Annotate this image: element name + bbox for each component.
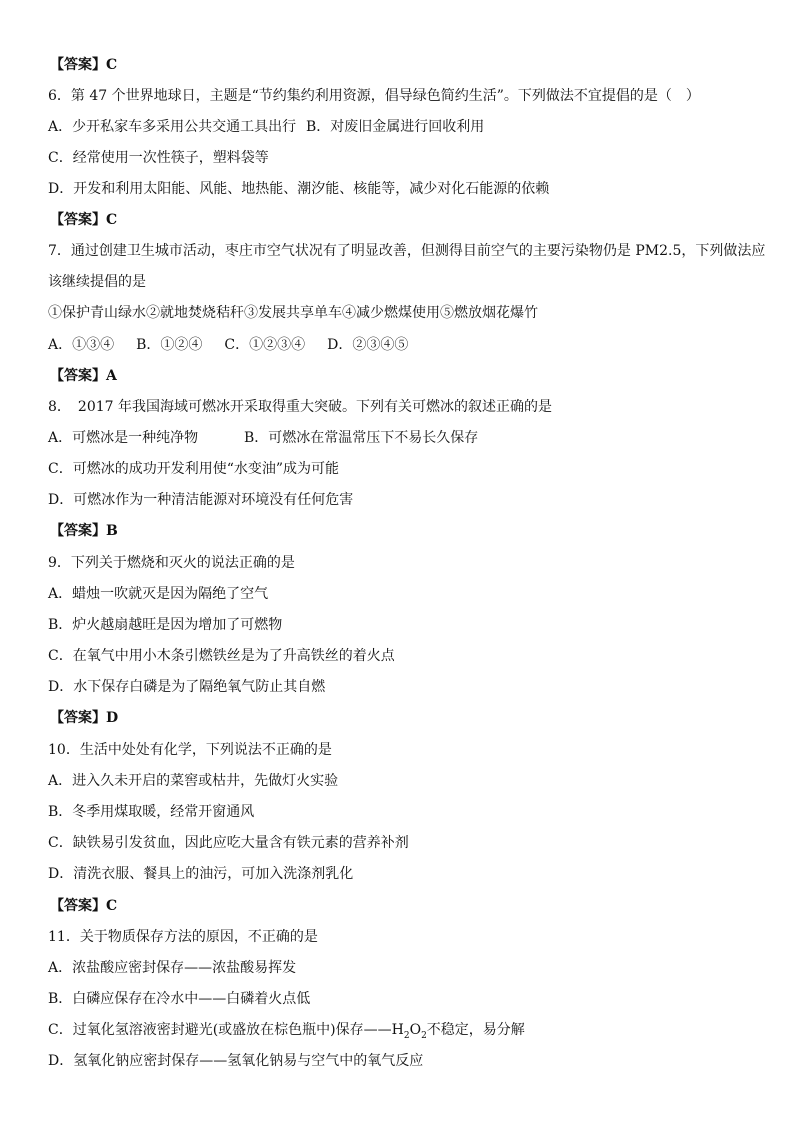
formula-text: C．过氧化氢溶液密封避光(或盛放在棕色瓶中)保存——H — [48, 1022, 404, 1038]
option-b: B．可燃冰在常温常压下不易长久保存 — [244, 430, 479, 446]
answer-line: 【答案】C — [50, 57, 118, 73]
answer-line: 【答案】B — [50, 523, 118, 539]
option-c: C．可燃冰的成功开发利用使“水变油”成为可能 — [48, 461, 340, 477]
subscript: 2 — [421, 1030, 427, 1041]
formula-text: O — [409, 1022, 422, 1038]
question-11-stem: 11．关于物质保存方法的原因，不正确的是 — [48, 929, 318, 945]
option-a: A．蜡烛一吹就灭是因为隔绝了空气 — [48, 586, 269, 602]
option-b: B．炉火越扇越旺是因为增加了可燃物 — [48, 617, 283, 633]
option-b: B．①②④ — [136, 337, 203, 353]
question-7-stem-cont: 该继续提倡的是 — [48, 274, 146, 290]
option-a: A．少开私家车多采用公共交通工具出行 — [48, 119, 297, 135]
option-b: B．白磷应保存在冷水中——白磷着火点低 — [48, 991, 311, 1007]
option-b: B．对废旧金属进行回收利用 — [306, 119, 485, 135]
option-d: D．②③④⑤ — [327, 337, 409, 353]
answer-line: 【答案】D — [50, 710, 119, 726]
option-c: C．经常使用一次性筷子，塑料袋等 — [48, 150, 269, 166]
answer-line: 【答案】C — [50, 898, 118, 914]
question-10-stem: 10．生活中处处有化学，下列说法不正确的是 — [48, 742, 332, 758]
option-a: A．浓盐酸应密封保存——浓盐酸易挥发 — [48, 960, 297, 976]
option-c — [48, 1021, 754, 1039]
option-d: D．清洗衣服、餐具上的油污，可加入洗涤剂乳化 — [48, 866, 354, 882]
answer-line: 【答案】A — [50, 368, 117, 384]
option-c: C．在氧气中用小木条引燃铁丝是为了升高铁丝的着火点 — [48, 648, 395, 664]
option-c: C．缺铁易引发贫血，因此应吃大量含有铁元素的营养补剂 — [48, 835, 409, 851]
question-6-stem: 6．第 47 个世界地球日，主题是“节约集约利用资源，倡导绿色简约生活”。下列做法不宜提倡的是（ ） — [48, 88, 700, 104]
question-7-stem: 7．通过创建卫生城市活动，枣庄市空气状况有了明显改善，但测得目前空气的主要污染物仍是 PM2.5，下列做法应 — [48, 243, 766, 259]
option-d: D．水下保存白磷是为了隔绝氧气防止其自燃 — [48, 679, 326, 695]
option-row — [48, 429, 754, 447]
question-7-items: ①保护青山绿水②就地焚烧秸秆③发展共享单车④减少燃煤使用⑤燃放烟花爆竹 — [48, 305, 538, 321]
option-d: D．氢氧化钠应密封保存——氢氧化钠易与空气中的氧气反应 — [48, 1053, 424, 1069]
option-d: D．可燃冰作为一种清洁能源对环境没有任何危害 — [48, 492, 354, 508]
question-8-stem: 8． 2017 年我国海域可燃冰开采取得重大突破。下列有关可燃冰的叙述正确的是 — [48, 399, 552, 415]
formula-text: 不稳定，易分解 — [426, 1022, 525, 1038]
option-a: A．可燃冰是一种纯净物 — [48, 430, 199, 446]
option-row — [48, 118, 754, 136]
option-a: A．①③④ — [48, 337, 115, 353]
option-b: B．冬季用煤取暖，经常开窗通风 — [48, 804, 255, 820]
option-a: A．进入久未开启的菜窖或枯井，先做灯火实验 — [48, 773, 339, 789]
subscript: 2 — [403, 1030, 410, 1041]
option-row — [48, 336, 754, 354]
question-9-stem: 9．下列关于燃烧和灭火的说法正确的是 — [48, 555, 295, 571]
option-c: C．①②③④ — [224, 337, 306, 353]
option-d: D．开发和利用太阳能、风能、地热能、潮汐能、核能等，减少对化石能源的依赖 — [48, 181, 550, 197]
answer-line: 【答案】C — [50, 212, 118, 228]
